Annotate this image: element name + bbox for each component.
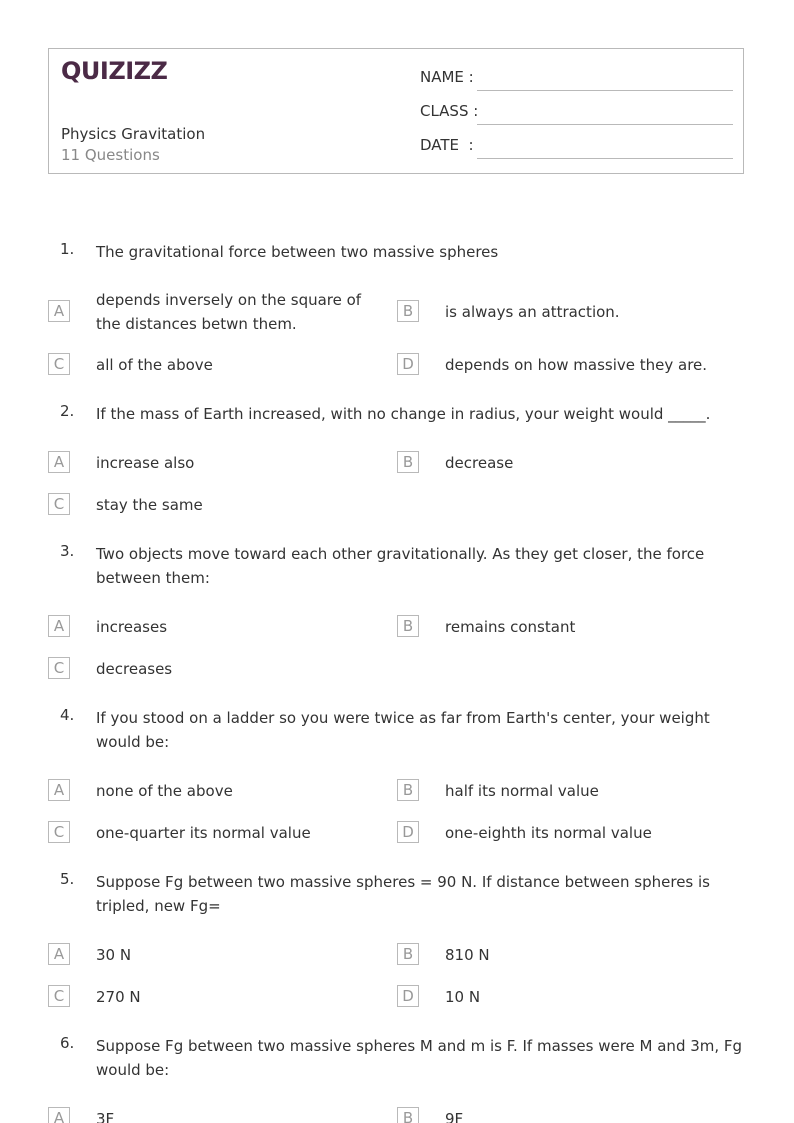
option-c[interactable] <box>48 493 388 541</box>
option-b[interactable] <box>397 779 737 827</box>
option-text: 810 N <box>445 946 490 964</box>
option-letter-box: A <box>48 943 70 965</box>
option-text: half its normal value <box>445 782 599 800</box>
option-b[interactable] <box>397 615 737 663</box>
option-text: is always an attraction. <box>445 303 620 321</box>
class-label: CLASS : <box>420 102 479 120</box>
option-letter-box: A <box>48 451 70 473</box>
option-text: remains constant <box>445 618 576 636</box>
option-d[interactable] <box>397 985 737 1033</box>
option-text: decrease <box>445 454 514 472</box>
quizizz-logo: QUIZIZZ <box>61 57 168 85</box>
option-text: one-quarter its normal value <box>96 824 311 842</box>
question-text: If the mass of Earth increased, with no change in radius, your weight would _____. <box>96 405 711 423</box>
option-text: all of the above <box>96 356 213 374</box>
option-letter-box: B <box>397 943 419 965</box>
question-number: 4. <box>60 706 75 724</box>
worksheet-header <box>48 48 744 174</box>
option-c[interactable] <box>48 657 388 705</box>
option-letter-box: A <box>48 300 70 322</box>
name-label: NAME : <box>420 68 474 86</box>
option-a[interactable] <box>48 1107 388 1123</box>
option-b[interactable] <box>397 1107 737 1123</box>
option-letter-box: B <box>397 779 419 801</box>
class-line <box>477 124 733 125</box>
question-text: Suppose Fg between two massive spheres M and m is F. If masses were M and 3m, Fg would be: <box>96 1037 743 1079</box>
option-letter-box: C <box>48 657 70 679</box>
date-label: DATE : <box>420 136 474 154</box>
option-letter-box: D <box>397 985 419 1007</box>
option-a[interactable] <box>48 615 388 663</box>
question-text: Two objects move toward each other gravitationally. As they get closer, the force between them: <box>96 545 705 587</box>
date-line <box>477 158 733 159</box>
option-letter-box: C <box>48 493 70 515</box>
option-text: 270 N <box>96 988 141 1006</box>
question-number: 6. <box>60 1034 75 1052</box>
name-field[interactable] <box>420 68 720 92</box>
option-text: none of the above <box>96 782 233 800</box>
option-d[interactable] <box>397 821 737 869</box>
option-text: stay the same <box>96 496 203 514</box>
option-letter-box: B <box>397 300 419 322</box>
question-number: 1. <box>60 240 75 258</box>
option-letter-box: A <box>48 615 70 637</box>
date-field[interactable] <box>420 136 720 160</box>
option-letter-box: C <box>48 353 70 375</box>
option-text: 10 N <box>445 988 481 1006</box>
option-b[interactable] <box>397 288 737 336</box>
worksheet-title: Physics Gravitation <box>61 125 206 143</box>
option-c[interactable] <box>48 353 388 401</box>
class-field[interactable] <box>420 102 720 126</box>
option-text: depends on how massive they are. <box>445 356 708 374</box>
option-a[interactable] <box>48 779 388 827</box>
question-number: 5. <box>60 870 75 888</box>
option-letter-box: B <box>397 615 419 637</box>
question-6 <box>0 1034 794 1123</box>
option-d[interactable] <box>397 353 737 401</box>
option-letter-box: A <box>48 779 70 801</box>
option-text: 30 N <box>96 946 132 964</box>
option-a[interactable] <box>48 943 388 991</box>
option-a[interactable] <box>48 288 388 336</box>
option-letter-box: B <box>397 1107 419 1123</box>
option-text: one-eighth its normal value <box>445 824 652 842</box>
option-letter-box: C <box>48 821 70 843</box>
option-letter-box: D <box>397 353 419 375</box>
option-letter-box: D <box>397 821 419 843</box>
option-text: increases <box>96 618 168 636</box>
option-letter-box: B <box>397 451 419 473</box>
option-letter-box: C <box>48 985 70 1007</box>
option-b[interactable] <box>397 943 737 991</box>
option-letter-box: A <box>48 1107 70 1123</box>
option-c[interactable] <box>48 821 388 869</box>
option-text: decreases <box>96 660 173 678</box>
question-text: Suppose Fg between two massive spheres = 90 N. If distance between spheres is tripled, new Fg= <box>96 873 710 915</box>
option-text: 9F <box>445 1110 464 1123</box>
option-c[interactable] <box>48 985 388 1033</box>
option-a[interactable] <box>48 451 388 499</box>
name-line <box>477 90 733 91</box>
question-number: 3. <box>60 542 75 560</box>
option-text: depends inversely on the square of the distances betwn them. <box>96 291 362 333</box>
option-text: increase also <box>96 454 195 472</box>
option-text: 3F <box>96 1110 115 1123</box>
question-number: 2. <box>60 402 75 420</box>
option-b[interactable] <box>397 451 737 499</box>
question-text: The gravitational force between two massive spheres <box>96 243 499 261</box>
question-count: 11 Questions <box>61 146 160 164</box>
question-text: If you stood on a ladder so you were twice as far from Earth's center, your weight would be: <box>96 709 710 751</box>
